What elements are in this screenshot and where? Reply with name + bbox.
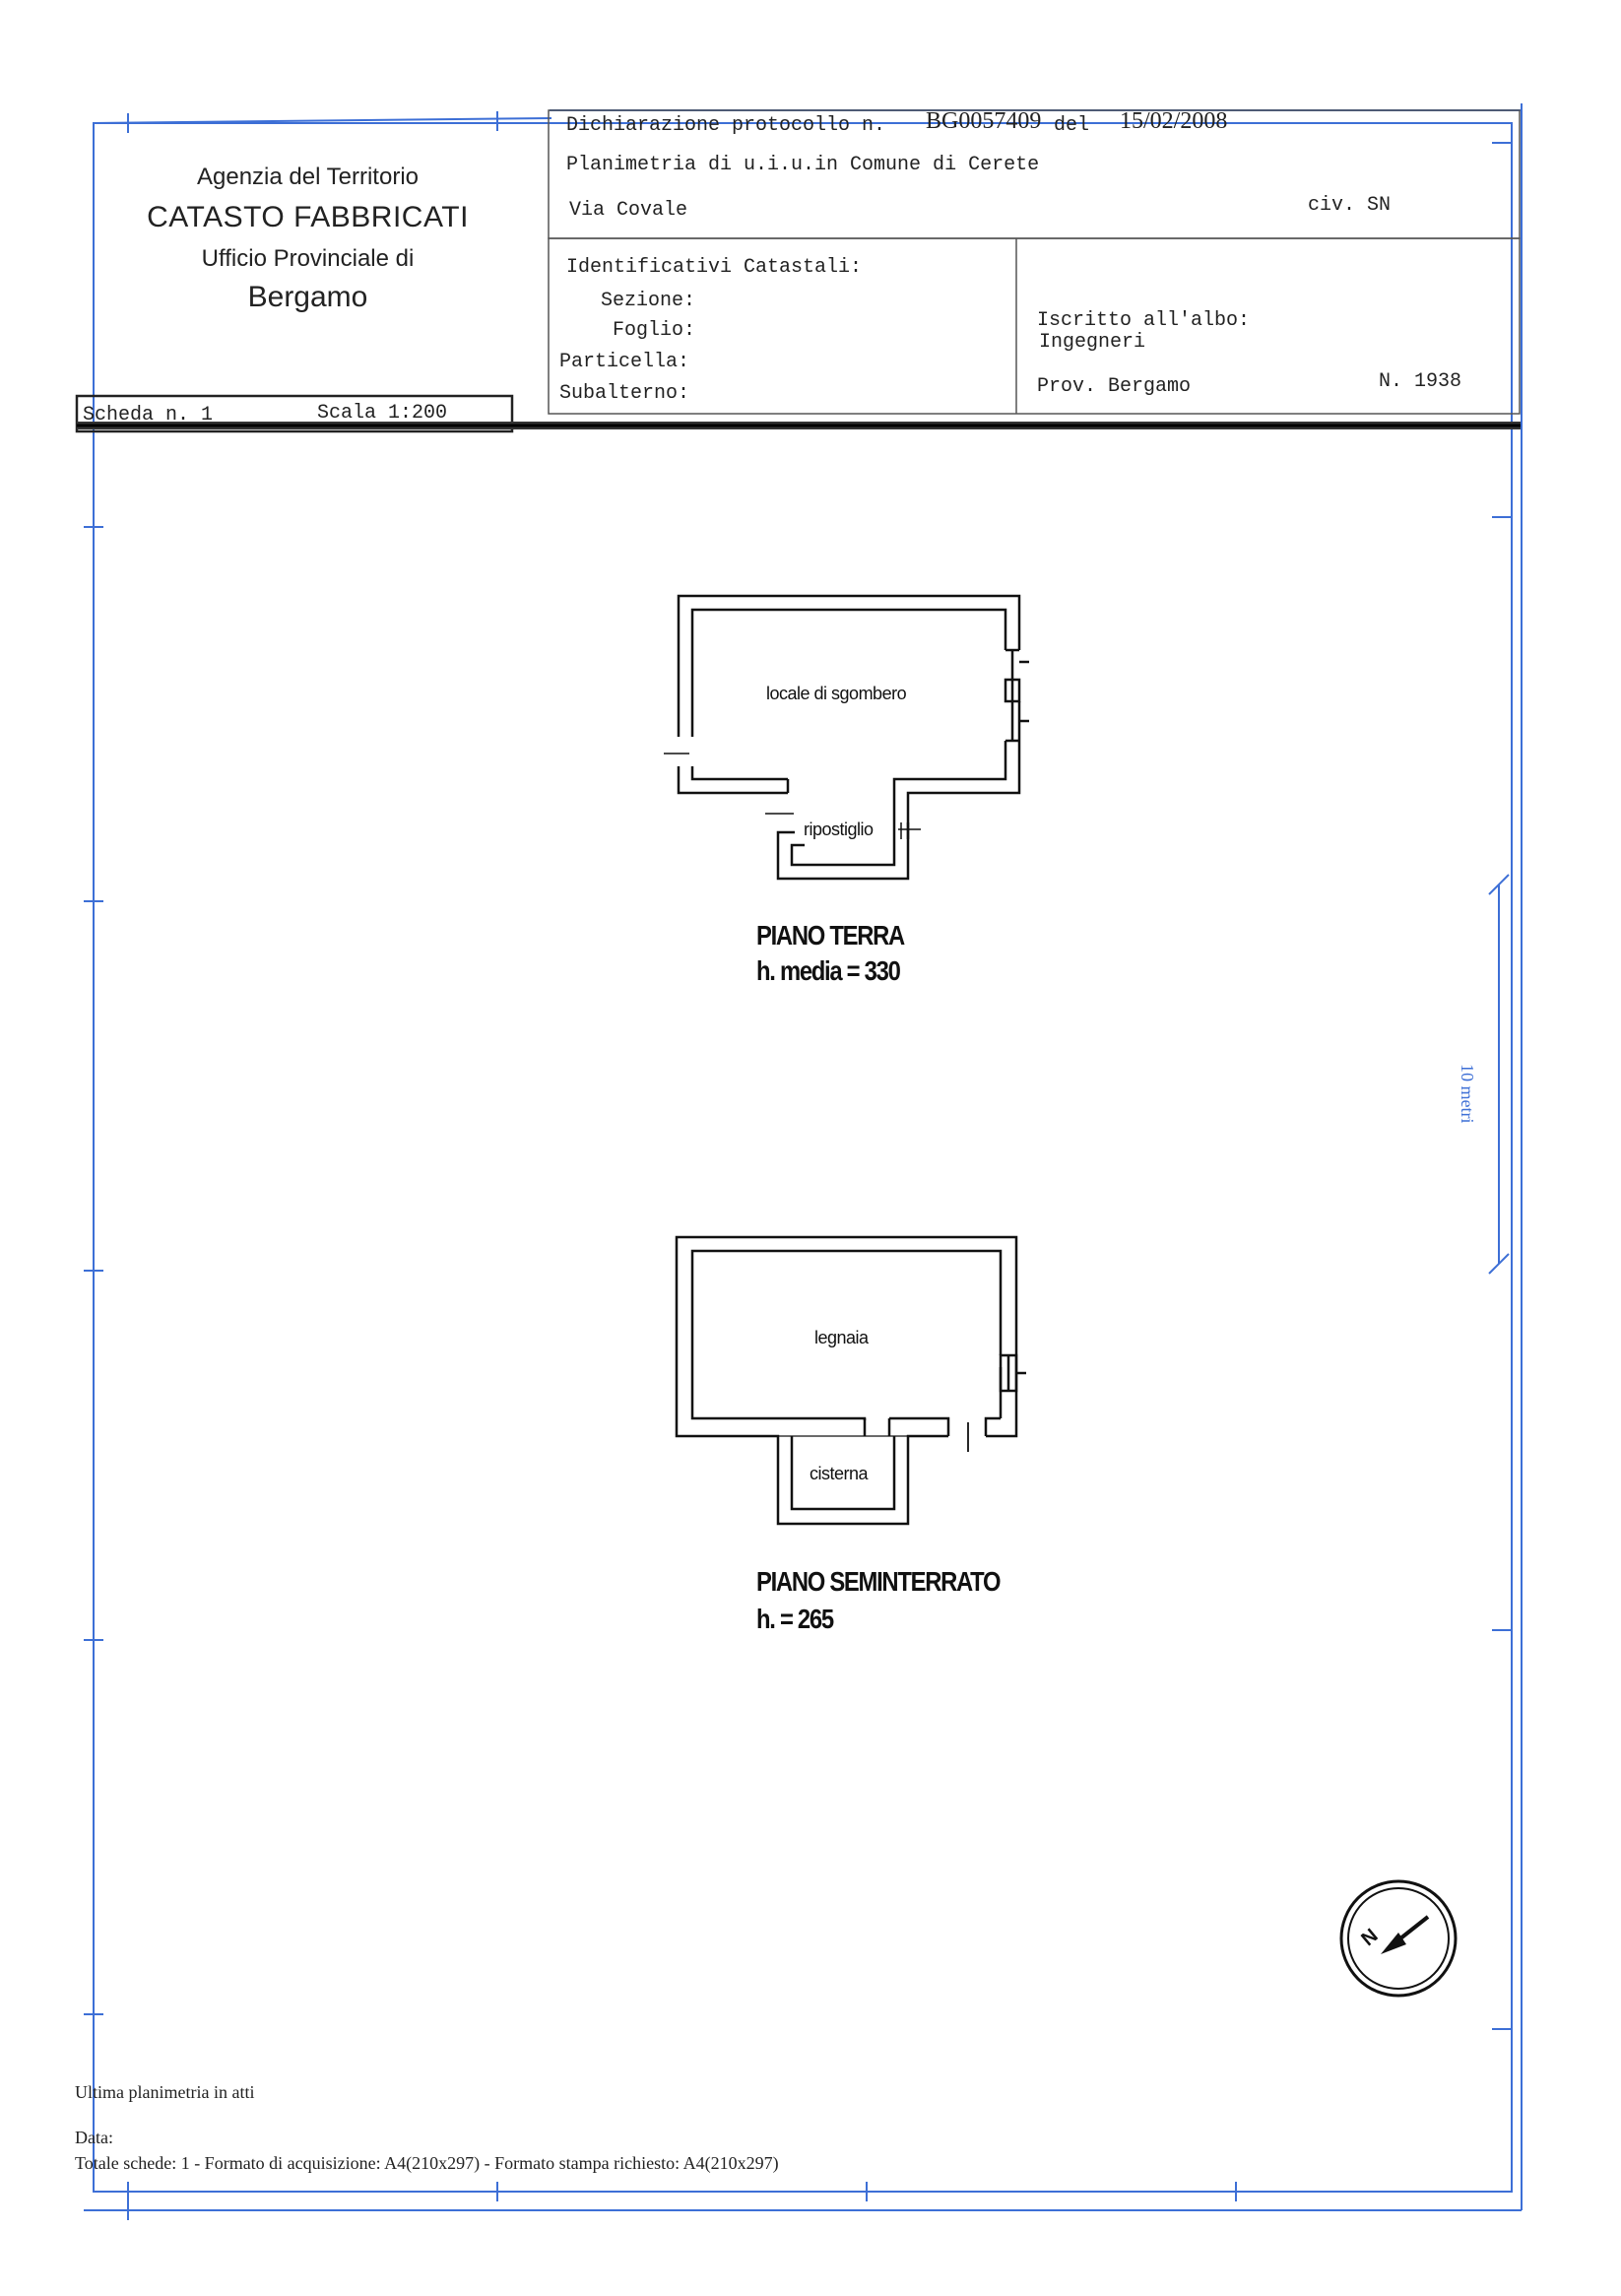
footer-totals: Totale schede: 1 - Formato di acquisizione: A4(210x297) - Formato stampa richiesto: A4(210x297): [75, 2153, 779, 2173]
sheet-number: Scheda n. 1: [83, 404, 214, 426]
declaration-label: Dichiarazione protocollo n.: [566, 114, 886, 137]
street-address: Via Covale: [569, 199, 688, 222]
scale-bar-label: 10 metri: [1458, 1064, 1477, 1124]
protocol-date: 15/02/2008: [1120, 108, 1228, 134]
protocol-number: BG0057409: [926, 108, 1042, 134]
registered-value: Ingegneri: [1039, 331, 1146, 354]
del-label: del: [1054, 114, 1090, 137]
north-letter: N: [1357, 1925, 1383, 1951]
room-label-cisterna: cisterna: [810, 1464, 869, 1483]
agency-catasto: CATASTO FABBRICATI: [147, 201, 469, 233]
foglio-label: Foglio:: [613, 319, 696, 342]
floor-height-ground: h. media = 330: [756, 955, 900, 986]
sezione-label: Sezione:: [601, 290, 696, 312]
agency-province: Bergamo: [247, 281, 368, 313]
registered-label: Iscritto all'albo:: [1037, 309, 1251, 332]
planimetry-line: Planimetria di u.i.u.in Comune di Cerete: [566, 154, 1040, 176]
subalterno-label: Subalterno:: [559, 382, 690, 405]
agency-name: Agenzia del Territorio: [196, 164, 419, 190]
floor-title-basement: PIANO SEMINTERRATO: [756, 1566, 1001, 1597]
agency-office: Ufficio Provinciale di: [201, 245, 415, 272]
room-label-legnaia: legnaia: [814, 1328, 869, 1347]
sheet-scale: Scala 1:200: [317, 402, 448, 425]
particella-label: Particella:: [559, 351, 690, 373]
north-arrow-icon: [1337, 1877, 1459, 2000]
floor-height-basement: h. = 265: [756, 1604, 833, 1634]
room-label-ripostiglio: ripostiglio: [804, 820, 874, 839]
footer-last-plan: Ultima planimetria in atti: [75, 2082, 255, 2102]
registration-number: N. 1938: [1379, 370, 1462, 393]
civic-number: civ. SN: [1308, 194, 1392, 217]
room-label-locale: locale di sgombero: [766, 684, 907, 703]
floor-title-ground: PIANO TERRA: [756, 920, 904, 951]
province-label: Prov. Bergamo: [1037, 375, 1192, 398]
footer-date-label: Data:: [75, 2128, 113, 2147]
identifiers-label: Identificativi Catastali:: [566, 256, 863, 279]
